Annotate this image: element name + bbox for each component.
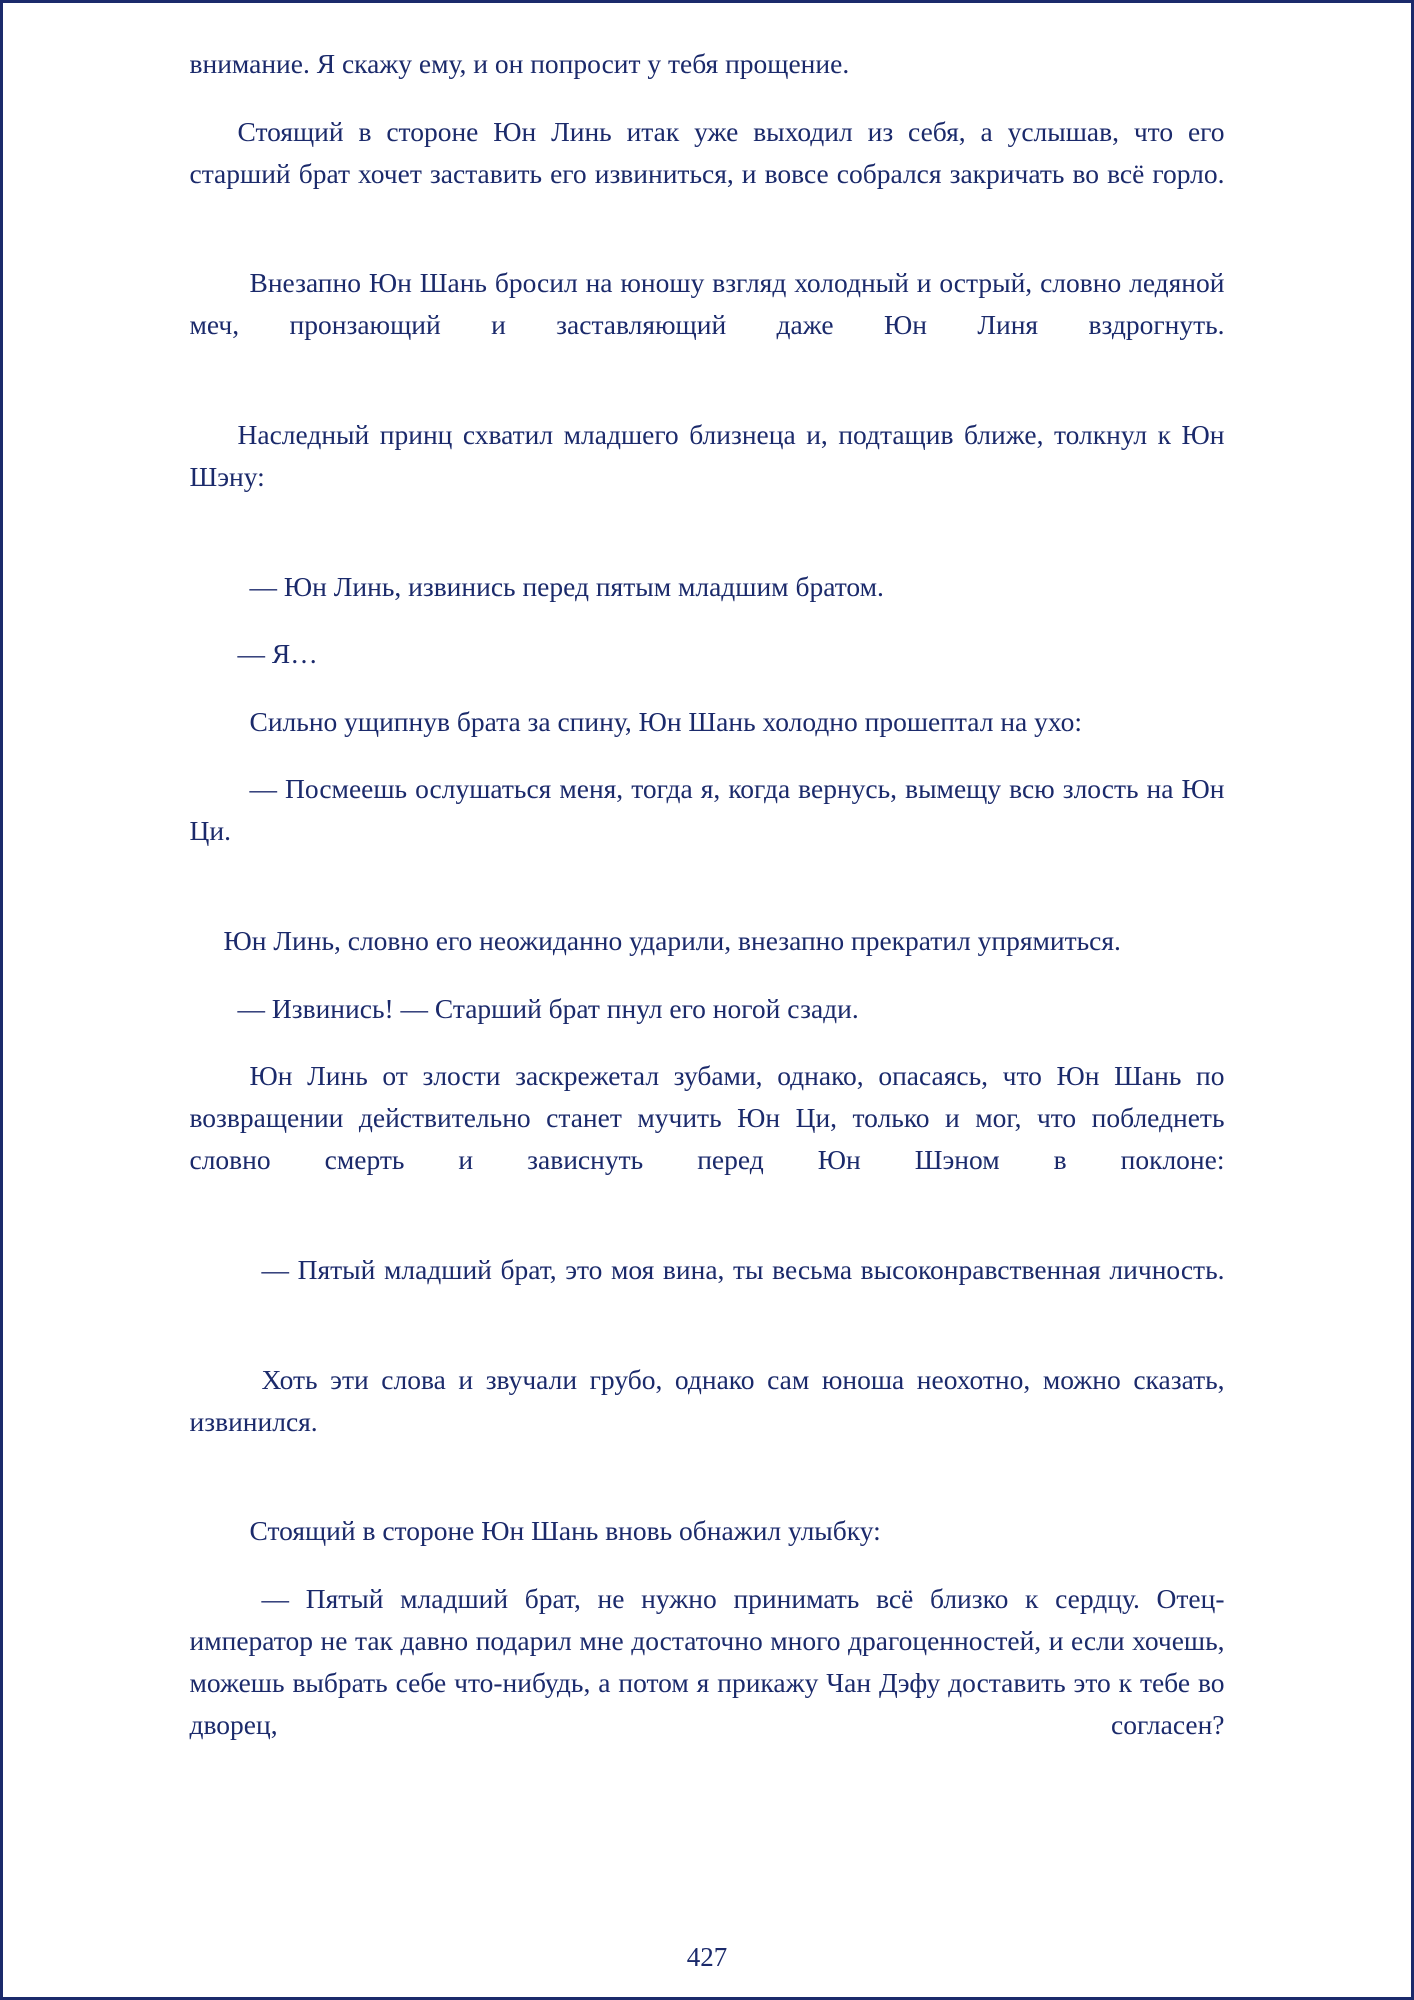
page-number: 427 <box>686 1942 728 1972</box>
paragraph: Стоящий в стороне Юн Шань вновь обнажил улыбку: <box>249 1515 881 1547</box>
paragraph-dialogue: — Посмеешь ослушаться меня, тогда я, когда вернусь, вымещу всю злость на Юн Ци. <box>189 773 1225 847</box>
paragraph: Стоящий в стороне Юн Линь итак уже выходил из себя, а услышав, что его старший брат хочет заставить его извиниться, и вовсе собрался закричать во всё горло. <box>189 115 1225 189</box>
paragraph: Внезапно Юн Шань бросил на юношу взгляд холодный и острый, словно ледяной меч, пронзающий и заставляющий даже Юн Линя вздрогнуть. <box>189 267 1225 341</box>
paragraph: Наследный принц схватил младшего близнеца и, подтащив ближе, толкнул к Юн Шэну: <box>189 418 1225 492</box>
paragraph-dialogue: — Извинись! — Старший брат пнул его ногой сзади. <box>237 992 859 1024</box>
paragraph-dialogue: — Пятый младший брат, это моя вина, ты весьма высоконравственная личность. <box>261 1253 1225 1285</box>
document-text-body <box>190 43 1225 1788</box>
paragraph: внимание. Я скажу ему, и он попросит у тебя прощение. <box>189 48 850 79</box>
paragraph: Юн Линь, словно его неожиданно ударили, внезапно прекратил упрямиться. <box>223 925 1121 956</box>
paragraph-dialogue: — Юн Линь, извинись перед пятым младшим братом. <box>249 570 884 602</box>
paragraph: Сильно ущипнув брата за спину, Юн Шань холодно прошептал на ухо: <box>249 705 1082 737</box>
paragraph-dialogue: — Пятый младший брат, не нужно принимать всё близко к сердцу. Отец-император не так давно подарил мне достаточно много драгоценностей, и если хочешь, можешь выбрать себе что-нибудь, а потом я прикажу Чан Дэфу доставить это к тебе во дворец, согласен? <box>189 1582 1225 1740</box>
paragraph: Хоть эти слова и звучали грубо, однако сам юноша неохотно, можно сказать, извинился. <box>189 1363 1225 1437</box>
paragraph: Юн Линь от злости заскрежетал зубами, однако, опасаясь, что Юн Шань по возвращении действительно станет мучить Юн Ци, только и мог, что побледнеть словно смерть и зависнуть перед Юн Шэном в поклоне: <box>189 1060 1225 1176</box>
page-content-area <box>3 3 1411 1997</box>
paragraph-dialogue: — Я… <box>237 638 318 670</box>
